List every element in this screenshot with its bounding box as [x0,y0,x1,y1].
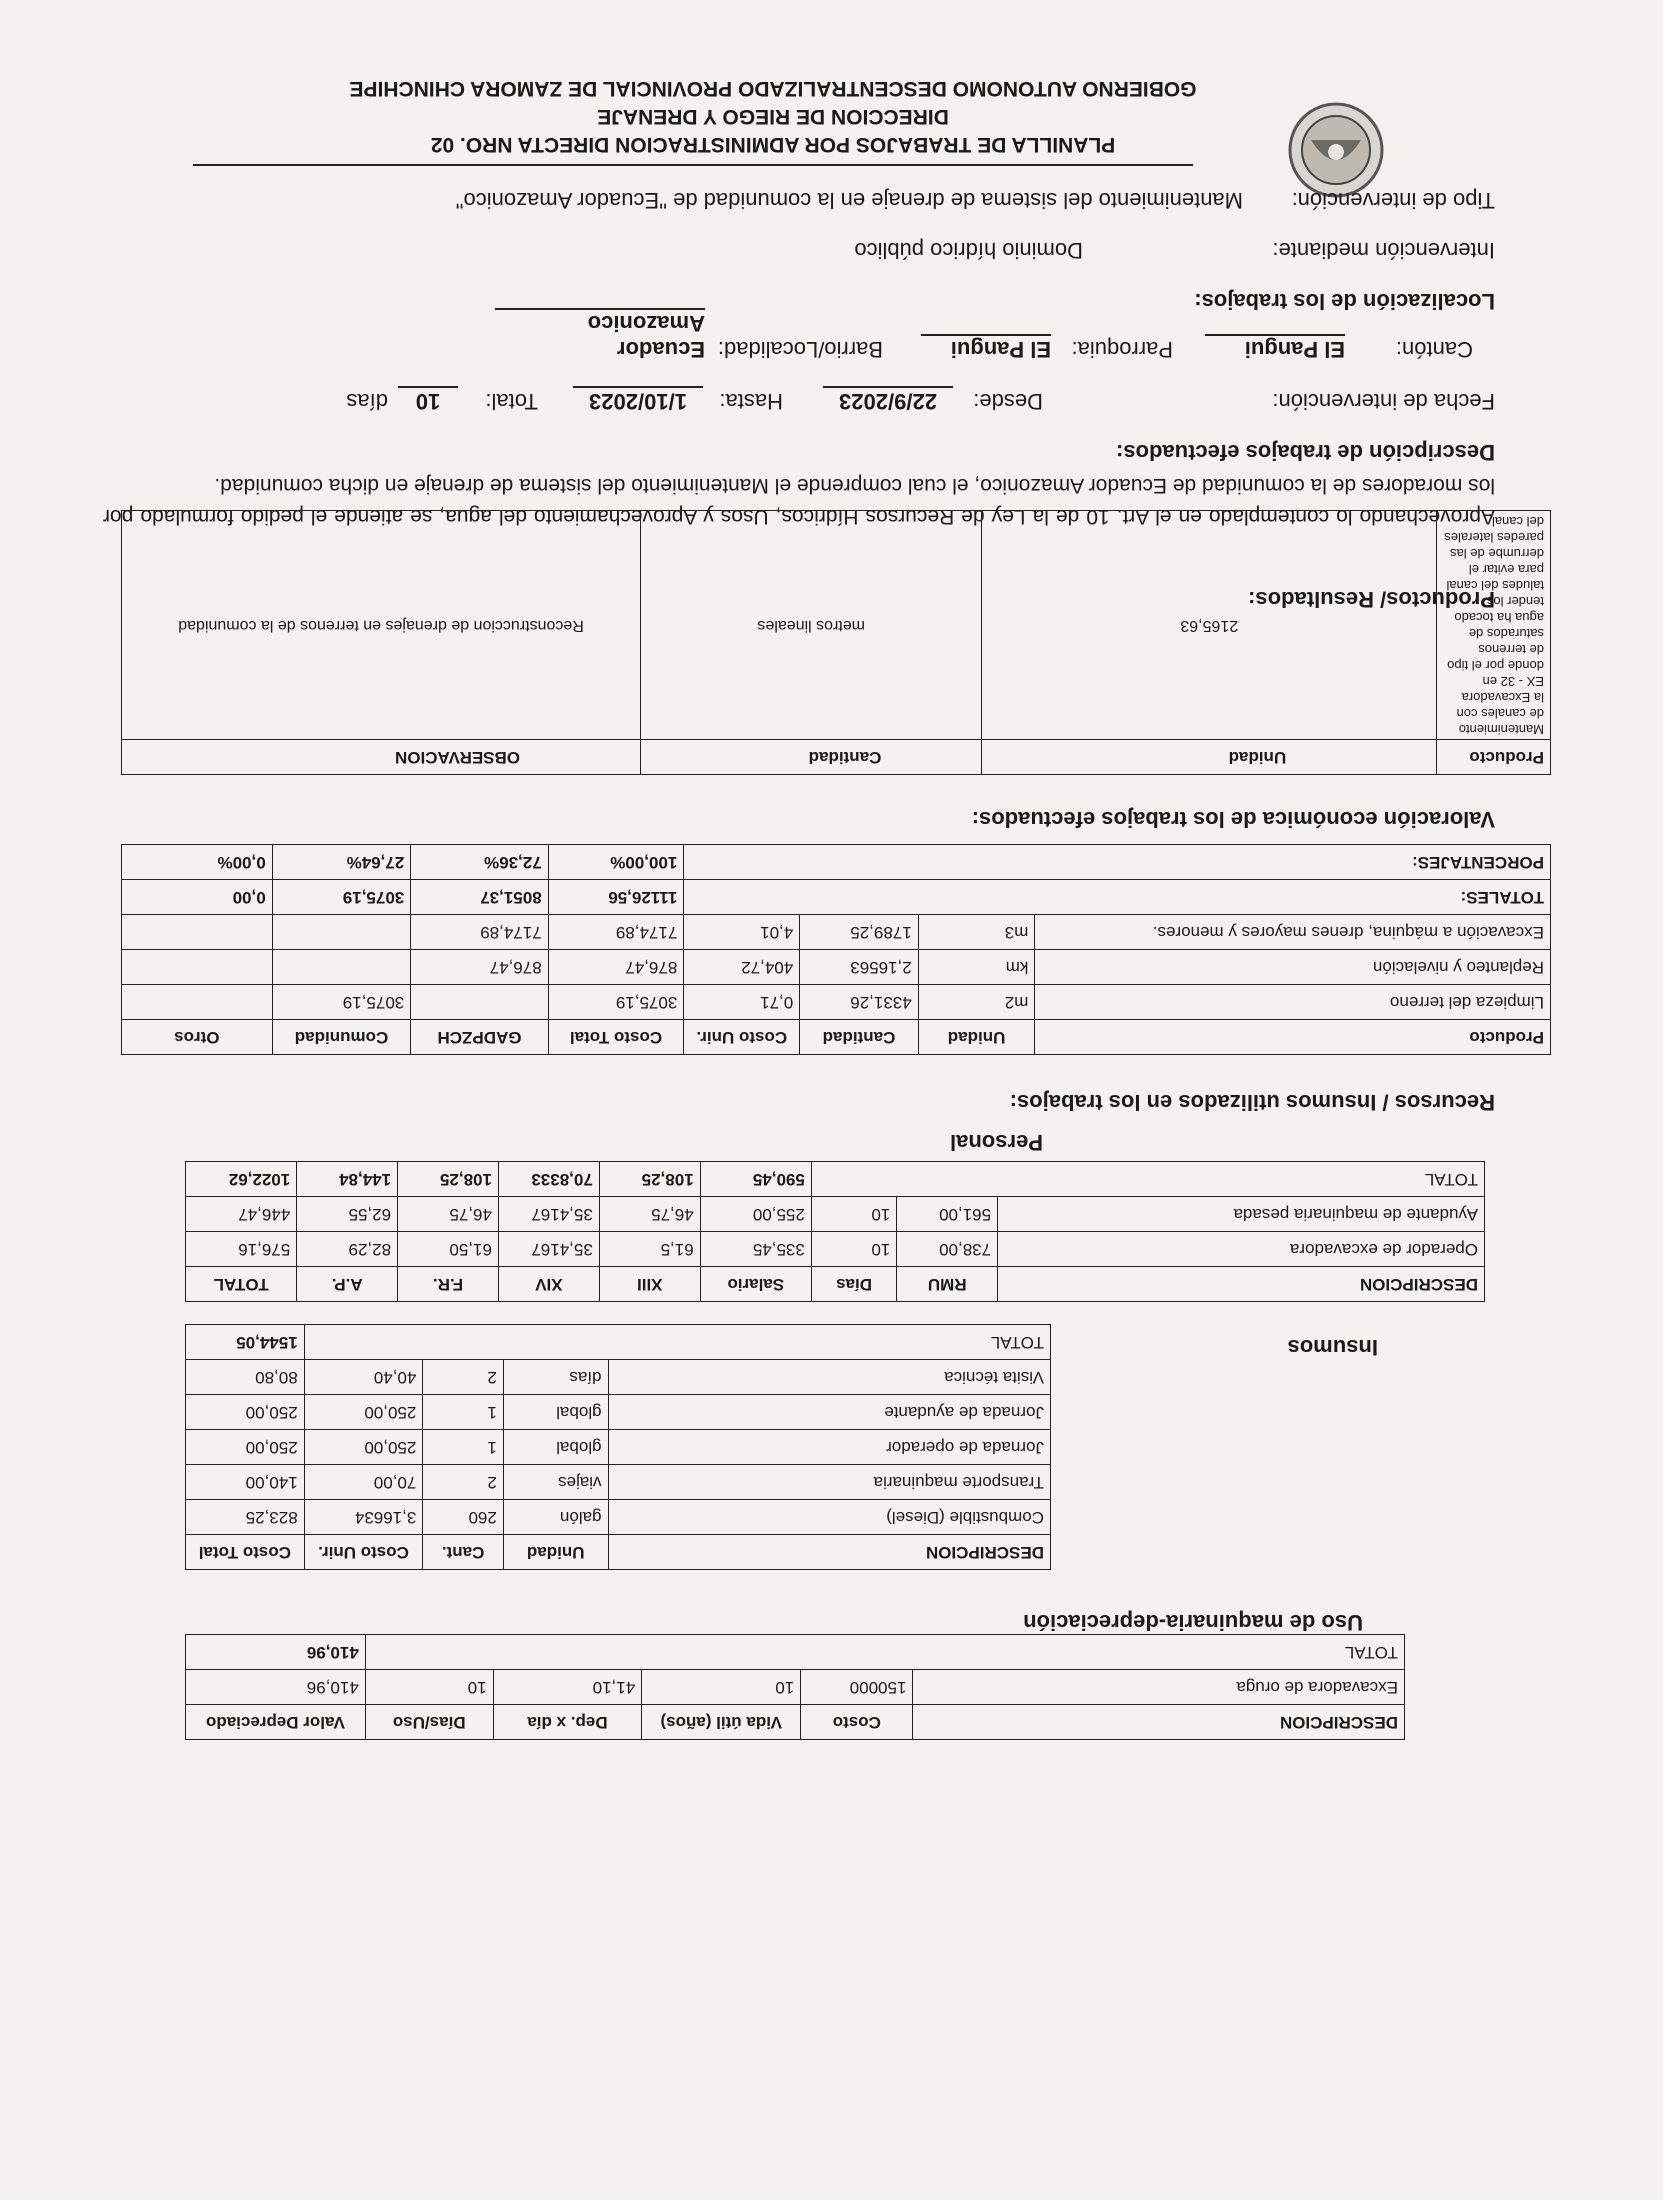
totales-comunidad: 3075,19 [272,880,411,915]
table-cell: 4331,26 [800,985,918,1020]
table-cell: 1022,62 [186,1162,297,1197]
personal-table [185,1161,1485,1302]
hasta-value: 1/10/2023 [573,386,703,414]
maquinaria-header: DESCRIPCION [913,1705,1405,1740]
mediante-value: Dominio hídrico público [854,238,1083,263]
valoracion-title: Valoración económica de los trabajos efectuados: [971,807,1495,832]
valoracion-table [121,844,1551,1055]
table-row [186,1465,1051,1500]
table-cell: 82,29 [297,1232,398,1267]
table-cell: 10 [365,1670,493,1705]
productos-header-producto: Producto [1437,740,1551,775]
porcentajes-label: PORCENTAJES: [684,845,1551,880]
table-cell: 404,72 [684,950,800,985]
maquinaria-total-label: TOTAL [365,1635,1404,1670]
table-cell: 61,50 [398,1232,499,1267]
table-cell: 3075,19 [548,985,684,1020]
table-cell: global [503,1430,608,1465]
table-cell: 590,45 [700,1162,811,1197]
personal-header: A.P. [297,1267,398,1302]
table-cell: 2 [423,1465,504,1500]
valoracion-header-otros: Otros [122,1020,273,1055]
header-divider [193,164,1193,166]
personal-header: Días [811,1267,896,1302]
table-cell [122,915,273,950]
canton-value: El Pangui [1205,334,1345,362]
maquinaria-total-row [186,1635,1405,1670]
table-cell: 108,25 [599,1162,700,1197]
table-cell: Operador de excavadora [998,1232,1485,1267]
personal-header: TOTAL [186,1267,297,1302]
table-cell: 0,71 [684,985,800,1020]
table-cell: 10 [811,1232,896,1267]
desde-value: 22/9/2023 [823,386,953,414]
productos-header-cantidad: Cantidad [641,740,982,775]
table-cell: 335,45 [700,1232,811,1267]
porcentajes-comunidad: 27,64% [272,845,411,880]
table-cell: 10 [811,1197,896,1232]
header-line3: PLANILLA DE TRABAJOS POR ADMINISTRACION DIRECTA NRO. 02 [430,133,1116,156]
table-cell: 70,8333 [498,1162,599,1197]
personal-header: XIV [498,1267,599,1302]
table-cell: 40,40 [304,1360,423,1395]
valoracion-header-unidad: Unidad [918,1020,1035,1055]
table-cell: Visita técnica [608,1360,1050,1395]
table-cell: 2,16563 [800,950,918,985]
table-row [186,1197,1485,1232]
table-cell: viajes [503,1465,608,1500]
table-row [186,1232,1485,1267]
table-cell: 150000 [801,1670,913,1705]
total-value: 10 [398,386,458,414]
table-cell: galón [503,1500,608,1535]
table-row [186,1360,1051,1395]
table-cell: 876,47 [411,950,548,985]
totales-label: TOTALES: [684,880,1551,915]
valoracion-header-costo-total: Costo Total [548,1020,684,1055]
recursos-title: Recursos / Insumos utilizados en los trabajos: [1009,1090,1495,1115]
insumos-header: Costo Unir. [304,1535,423,1570]
table-cell [411,985,548,1020]
productos-cell-producto: Reconstruccion de drenajes en terrenos de la comunidad [122,511,641,740]
header-line2: DIRECCION DE RIEGO Y DRENAJE [597,105,949,128]
valoracion-header-cantidad: Cantidad [800,1020,918,1055]
porcentajes-gadpzch: 72,36% [411,845,548,880]
maquinaria-header: Dep. x día [493,1705,642,1740]
barrio-label: Barrio/Localidad: [717,337,883,362]
table-cell: 876,47 [548,950,684,985]
header-line1: GOBIERNO AUTONOMO DESCENTRALIZADO PROVINCIAL DE ZAMORA CHINCHIPE [349,77,1197,100]
valoracion-header-gadpzch: GADPZCH [411,1020,548,1055]
personal-header: Salario [700,1267,811,1302]
table-cell [122,985,273,1020]
table-cell: días [503,1360,608,1395]
tipo-value: Mantenimiento del sistema de drenaje en la comunidad de "Ecuador Amazonico" [455,188,1243,213]
table-cell: 250,00 [304,1395,423,1430]
insumos-header: Costo Total [186,1535,305,1570]
maquinaria-header: Valor Depreciado [186,1705,366,1740]
productos-table [121,510,1551,775]
totales-gadpzch: 8051,37 [411,880,548,915]
table-cell: Limpieza del terreno [1035,985,1551,1020]
insumos-table [185,1324,1051,1570]
maquinaria-header: Días/Uso [365,1705,493,1740]
total-unit: días [346,389,388,414]
table-cell: 260 [423,1500,504,1535]
table-cell: 35,4167 [498,1197,599,1232]
table-cell: m2 [918,985,1035,1020]
fecha-label: Fecha de intervención: [1272,389,1495,414]
table-cell: 3,16634 [304,1500,423,1535]
maquinaria-table [185,1634,1405,1740]
table-row [122,985,1551,1020]
table-cell: 446,47 [186,1197,297,1232]
insumos-total-value: 1544,05 [186,1325,305,1360]
table-cell: 561,00 [897,1197,998,1232]
table-cell: 576,16 [186,1232,297,1267]
table-cell: 61,5 [599,1232,700,1267]
maquinaria-title: Uso de maquinaria-depreciación [1023,1610,1363,1635]
personal-total-row [186,1162,1485,1197]
table-cell: global [503,1395,608,1430]
table-cell: Replanteo y nivelación [1035,950,1551,985]
insumos-header: Unidad [503,1535,608,1570]
table-cell: 3075,19 [272,985,411,1020]
porcentajes-row [122,845,1551,880]
desde-label: Desde: [973,389,1043,414]
hasta-label: Hasta: [719,389,783,414]
table-row [122,915,1551,950]
table-row [186,1500,1051,1535]
canton-label: Cantón: [1395,337,1473,362]
table-cell: 7174,89 [548,915,684,950]
table-cell: 255,00 [700,1197,811,1232]
productos-header-observacion: OBSERVACION [122,740,641,775]
descripcion-title: Descripción de trabajos efectuados: [1116,440,1495,465]
table-cell: Excavadora de oruga [913,1670,1405,1705]
table-cell: 823,25 [186,1500,305,1535]
table-cell: 70,00 [304,1465,423,1500]
table-cell: 46,75 [599,1197,700,1232]
personal-total-label: TOTAL [811,1162,1484,1197]
total-label: Total: [485,389,538,414]
personal-title: Personal [950,1130,1043,1155]
personal-header: DESCRIPCION [998,1267,1485,1302]
productos-header-unidad: Unidad [982,740,1437,775]
totales-row [122,880,1551,915]
table-row [186,1670,1405,1705]
table-cell [272,950,411,985]
personal-header: XIII [599,1267,700,1302]
totales-costo-total: 11126,56 [548,880,684,915]
table-cell: 1 [423,1395,504,1430]
table-cell: 80,80 [186,1360,305,1395]
table-cell: km [918,950,1035,985]
maquinaria-header: Costo [801,1705,913,1740]
table-cell: Jornada de operador [608,1430,1050,1465]
table-cell: 410,96 [186,1670,366,1705]
table-row [186,1395,1051,1430]
table-cell: 35,4167 [498,1232,599,1267]
mediante-label: Intervención mediante: [1272,238,1495,263]
table-row [186,1430,1051,1465]
table-cell: 46,75 [398,1197,499,1232]
descripcion-text: Aprovechando lo contemplado en el Art. 10 de la Ley de Recursos Hídricos, Usos y Aprovechamiento del agua, se atiende el pedido formulado por los moradores de la comunidad de Ecuador Amazonico, el cual comprende el Mantenimiento del sistema de drenaje en dicha comunidad. [103,474,1495,528]
table-cell [122,950,273,985]
personal-header: RMU [897,1267,998,1302]
table-cell: 7174,89 [411,915,548,950]
personal-header: F.R. [398,1267,499,1302]
valoracion-header-comunidad: Comunidad [272,1020,411,1055]
localizacion-title: Localización de los trabajos: [1194,289,1495,314]
insumos-header: Cant. [423,1535,504,1570]
tipo-label: Tipo de intervención: [1291,188,1495,213]
productos-cell-unidad: metros lineales [641,511,982,740]
table-cell: 41,10 [493,1670,642,1705]
table-cell: Ayudante de maquinaria pesada [998,1197,1485,1232]
table-cell: 10 [642,1670,801,1705]
insumos-total-label: TOTAL [304,1325,1050,1360]
valoracion-header-producto: Producto [1035,1020,1551,1055]
insumos-total-row [186,1325,1051,1360]
parroquia-label: Parroquia: [1071,337,1173,362]
productos-cell-observacion: Mantenimiento de canales con la Excavadora EX - 32 en donde por el tipo de terrenos saturados de agua ha tocado tender los taludes del canal para evitar el derrumbe de las paredes laterales del canal [1437,511,1551,740]
insumos-title: Insumos [1287,1335,1378,1360]
table-cell: 140,00 [186,1465,305,1500]
table-cell: 1789,25 [800,915,918,950]
table-cell [272,915,411,950]
table-cell: 250,00 [186,1395,305,1430]
table-cell: Jornada de ayudante [608,1395,1050,1430]
table-cell: 250,00 [304,1430,423,1465]
productos-cell-cantidad: 2165,63 [982,511,1437,740]
table-cell: 250,00 [186,1430,305,1465]
barrio-value: Ecuador Amazonico [495,308,705,362]
valoracion-header-costo-unit: Costo Unir. [684,1020,800,1055]
maquinaria-total-value: 410,96 [186,1635,366,1670]
porcentajes-costo-total: 100,00% [548,845,684,880]
parroquia-value: El Pangui [921,334,1051,362]
table-row [122,950,1551,985]
table-cell: 1 [423,1430,504,1465]
table-cell: 62,55 [297,1197,398,1232]
productos-title: Productos/ Resultados: [1248,587,1495,612]
table-cell: 108,25 [398,1162,499,1197]
table-cell: 738,00 [897,1232,998,1267]
provincial-seal-icon [1281,100,1391,200]
insumos-header: DESCRIPCION [608,1535,1050,1570]
table-cell: 144,84 [297,1162,398,1197]
table-cell: m3 [918,915,1035,950]
table-cell: Excavación a máquina, drenes mayores y menores. [1035,915,1551,950]
table-cell: 2 [423,1360,504,1395]
table-cell: Combustible (Diesel) [608,1500,1050,1535]
porcentajes-otros: 0,00% [122,845,273,880]
totales-otros: 0,00 [122,880,273,915]
table-cell: 4,01 [684,915,800,950]
table-cell: Transporte maquinaria [608,1465,1050,1500]
maquinaria-header: Vida útil (años) [642,1705,801,1740]
